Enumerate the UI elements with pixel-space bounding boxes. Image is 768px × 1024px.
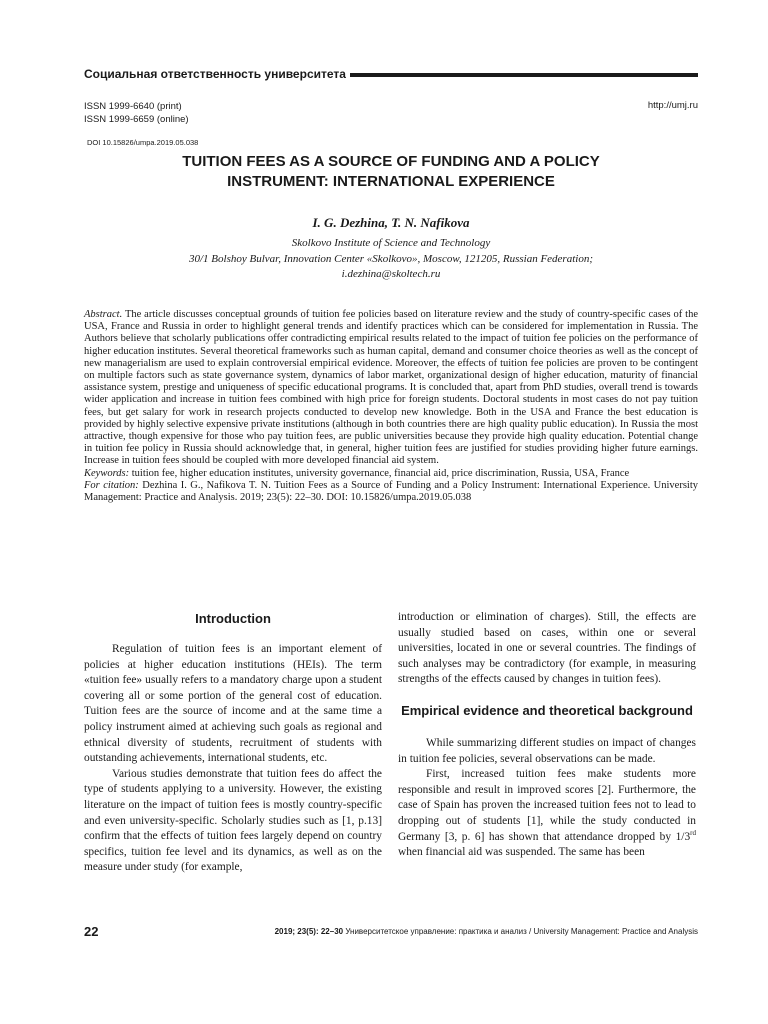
author-email[interactable]: i.dezhina@skoltech.ru: [341, 268, 441, 280]
intro-paragraph-1: Regulation of tuition fees is an important element of policies at higher education institutions (HEIs). The term «tuition fee» usually refers to a mandatory charge upon a student covering all or some portion of the general cost of education. Tuition fees are the source of income and at the same time a policy instrument aimed at achieving such goals as regional and ethnical diversity of students, recruitment of students with outstanding achievements, international students, etc.: [84, 643, 382, 765]
keywords-label: Keywords:: [84, 467, 130, 479]
affiliation-address: 30/1 Bolshoy Bulvar, Innovation Center «Skolkovo», Moscow, 121205, Russian Federation;: [189, 252, 593, 265]
s2-p2-end: when financial aid was suspended. The same has been: [398, 846, 645, 859]
section2-heading: Empirical evidence and theoretical background: [401, 702, 693, 718]
affiliation-institute: Skolkovo Institute of Science and Technology: [291, 237, 491, 249]
title-line-1: TUITION FEES AS A SOURCE OF FUNDING AND A POLICY: [182, 153, 600, 170]
abstract-text: The article discusses conceptual grounds of tuition fee policies based on literature review and the study of country-specific cases of the USA, France and Russia in order to highlight general trends and identify practices which can be considered for implementation in Russia. The Authors believe that scholarly publications offer contradicting empirical results related to the impact of tuition fee policies on the performance of higher education institutes. Several theoretical frameworks such as human capital, demand and consumer choice theories as well as the concept of new managerialism are used to explain controversial empirical evidence. Moreover, the effects of tuition fee policies are proven to be contingent on multiple factors such as state governance system, dynamics of labor market, organizational design of higher education, maturity of financial assistance system, prestige and uniqueness of specific educational programs. It is concluded that, apart from PhD studies, overall trend is towards wider application and increase in tuition fees combined with high price for foreign students. Doctoral students in most cases do not pay tuition fees, but get salary for work in research projects conducted to develop new knowledge. Both in the USA and France the best education is provided by highly selective expensive private institutions (although in both countries there are high quality public education). In Russia the most attractive, though expensive for those who pay tuition fees, are public universities because they provide high quality education. Potential change in tuition fee policy in Russia should acknowledge that, in general, higher tuition fees are justified for studies providing higher future earnings. Increase in tuition fees should be coupled with more developed financial aid system.: [84, 309, 699, 467]
keywords-text: tuition fee, higher education institutes, university governance, financial aid, price discrimination, Russia, USA, France: [131, 467, 630, 479]
ordinal-superscript: rd: [690, 828, 696, 837]
citation-text: Dezhina I. G., Nafikova T. N. Tuition Fees as a Source of Funding and a Policy Instrument: International Experience. University Management: Practice and Analysis. 2019; 23(5): 22–30. DOI: 10.15826/umpa.2019.05.038: [84, 479, 699, 504]
intro-paragraph-2: Various studies demonstrate that tuition fees do affect the type of students applying to a university. However, the existing literature on the impact of tuition fees is mostly country-specific and even university-specific. Scholarly studies such as [1, p.13] confirm that the effects of tuition fees largely depend on country specifics, tuition fee level and its dynamics, as well as on the measure under study (for example,: [84, 767, 382, 874]
running-title: Социальная ответственность университета: [84, 67, 346, 81]
abstract-block: [84, 309, 698, 504]
section2-paragraph-2: [398, 767, 696, 861]
journal-url[interactable]: http://umj.ru: [647, 100, 698, 111]
intro-heading: Introduction: [195, 611, 271, 626]
left-column: [84, 610, 382, 876]
right-column: [398, 610, 696, 861]
header-rule: [350, 73, 698, 77]
affiliation: [84, 236, 698, 283]
issn-online: ISSN 1999-6659 (online): [84, 114, 189, 125]
title-line-2: INSTRUMENT: INTERNATIONAL EXPERIENCE: [227, 173, 555, 190]
article-title: [84, 152, 698, 192]
abstract-label: Abstract.: [84, 309, 123, 320]
footer-journal: Университетское управление: практика и анализ / University Management: Practice and Analysis: [343, 927, 698, 936]
page-footer: [84, 924, 698, 940]
intro-paragraph-2-continued: introduction or elimination of charges). Still, the effects are usually studied based on cases, within one or several universities, located in one or several countries. The findings of such analyses may be contradictory (for example, in measuring strengths of the effects caused by changes in tuition fees).: [398, 611, 696, 686]
citation: [84, 480, 698, 504]
running-head: [84, 64, 698, 84]
page-number: 22: [84, 924, 99, 939]
footer-issue: 2019; 23(5): 22–30: [274, 927, 344, 936]
citation-label: For citation:: [84, 479, 139, 491]
authors: I. G. Dezhina, T. N. Nafikova: [312, 215, 470, 230]
issn-print: ISSN 1999-6640 (print): [84, 101, 182, 112]
abstract: [84, 309, 698, 468]
doi: DOI 10.15826/umpa.2019.05.038: [87, 138, 199, 147]
issn-block: [84, 100, 189, 126]
section2-paragraph-1: While summarizing different studies on impact of changes in tuition fee policies, several observations can be made.: [398, 736, 696, 765]
footer-citation: [275, 927, 698, 936]
s2-p2-text: First, increased tuition fees make students more responsible and result in improved scores [2]. Furthermore, the case of Spain has proven the increased tuition fees not to lead to dropping out of students [1], while the study conducted in Germany [3, p. 6] has shown that attendance dropped by 1/3: [398, 768, 696, 843]
keywords: [84, 468, 698, 480]
